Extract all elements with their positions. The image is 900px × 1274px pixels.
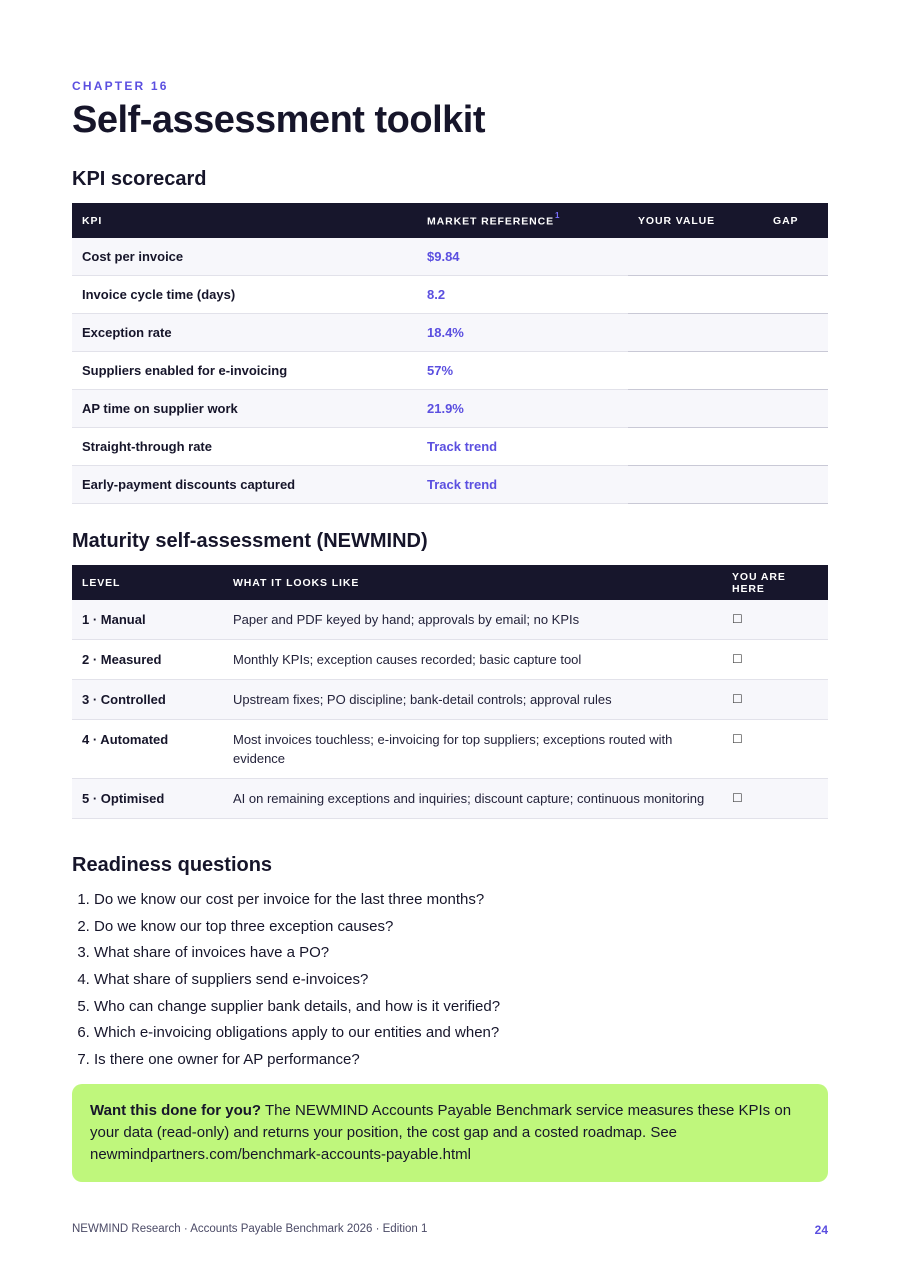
table-row bbox=[72, 352, 828, 390]
your-value-cell[interactable] bbox=[628, 276, 763, 314]
table-header-row bbox=[72, 203, 828, 238]
column-header-kpi: KPI bbox=[72, 203, 417, 238]
maturity-level: 1 · Manual bbox=[72, 600, 223, 640]
callout-body: The NEWMIND Accounts Payable Benchmark service measures these KPIs on your data (read-only) and returns your position, the cost gap and a costed roadmap. See newmindpartners.com/benchmark-accounts-payable.html bbox=[90, 1102, 792, 1163]
table-row bbox=[72, 720, 828, 779]
benchmark-callout bbox=[72, 1084, 828, 1182]
list-item: 5. Who can change supplier bank details, and how is it verified? bbox=[94, 994, 500, 1021]
market-reference-value: Track trend bbox=[417, 428, 628, 466]
column-header-you-are-here: YOU ARE HERE bbox=[722, 565, 828, 600]
market-reference-value: 8.2 bbox=[417, 276, 628, 314]
kpi-name: Exception rate bbox=[72, 314, 417, 352]
you-are-here-checkbox[interactable]: ☐ bbox=[722, 680, 828, 720]
footer-text: NEWMIND Research · Accounts Payable Benchmark 2026 · Edition 1 bbox=[72, 1223, 428, 1235]
your-value-cell[interactable] bbox=[628, 352, 763, 390]
you-are-here-checkbox[interactable]: ☐ bbox=[722, 640, 828, 680]
column-header-gap: GAP bbox=[763, 203, 828, 238]
maturity-level: 3 · Controlled bbox=[72, 680, 223, 720]
list-item: 1. Do we know our cost per invoice for the last three months? bbox=[94, 887, 500, 914]
maturity-description: Upstream fixes; PO discipline; bank-detail controls; approval rules bbox=[223, 680, 722, 720]
your-value-cell[interactable] bbox=[628, 314, 763, 352]
maturity-level: 4 · Automated bbox=[72, 720, 223, 779]
table-row bbox=[72, 680, 828, 720]
list-item: 3. What share of invoices have a PO? bbox=[94, 940, 500, 967]
table-row bbox=[72, 600, 828, 640]
column-header-label: MARKET REFERENCE bbox=[427, 215, 554, 228]
kpi-name: Suppliers enabled for e-invoicing bbox=[72, 352, 417, 390]
page-title: Self-assessment toolkit bbox=[72, 99, 485, 141]
list-item: 2. Do we know our top three exception causes? bbox=[94, 914, 500, 941]
maturity-table-body bbox=[72, 600, 828, 819]
market-reference-value: Track trend bbox=[417, 466, 628, 504]
your-value-cell[interactable] bbox=[628, 466, 763, 504]
column-header-description: WHAT IT LOOKS LIKE bbox=[223, 565, 722, 600]
page-footer bbox=[72, 1223, 828, 1235]
gap-cell[interactable] bbox=[763, 314, 828, 352]
market-reference-value: 21.9% bbox=[417, 390, 628, 428]
table-header-row bbox=[72, 565, 828, 600]
kpi-name: Early-payment discounts captured bbox=[72, 466, 417, 504]
gap-cell[interactable] bbox=[763, 466, 828, 504]
list-item: 6. Which e-invoicing obligations apply to our entities and when? bbox=[94, 1020, 500, 1047]
market-reference-value: 18.4% bbox=[417, 314, 628, 352]
kpi-name: Straight-through rate bbox=[72, 428, 417, 466]
maturity-table bbox=[72, 565, 828, 819]
your-value-cell[interactable] bbox=[628, 238, 763, 276]
table-row bbox=[72, 428, 828, 466]
kpi-name: Cost per invoice bbox=[72, 238, 417, 276]
market-reference-value: 57% bbox=[417, 352, 628, 390]
readiness-question-list bbox=[72, 887, 500, 1074]
table-row bbox=[72, 276, 828, 314]
readiness-heading: Readiness questions bbox=[72, 854, 273, 876]
maturity-description: Paper and PDF keyed by hand; approvals by email; no KPIs bbox=[223, 600, 722, 640]
table-row bbox=[72, 390, 828, 428]
chapter-label: CHAPTER 16 bbox=[72, 79, 169, 93]
page-number: 24 bbox=[814, 1223, 828, 1237]
kpi-name: AP time on supplier work bbox=[72, 390, 417, 428]
table-row bbox=[72, 779, 828, 819]
maturity-level: 5 · Optimised bbox=[72, 779, 223, 819]
maturity-description: Most invoices touchless; e-invoicing for top suppliers; exceptions routed with evidence bbox=[223, 720, 722, 779]
table-row bbox=[72, 238, 828, 276]
gap-cell[interactable] bbox=[763, 276, 828, 314]
you-are-here-checkbox[interactable]: ☐ bbox=[722, 720, 828, 779]
kpi-table-body bbox=[72, 238, 828, 504]
you-are-here-checkbox[interactable]: ☐ bbox=[722, 600, 828, 640]
column-header-your-value: YOUR VALUE bbox=[628, 203, 763, 238]
gap-cell[interactable] bbox=[763, 238, 828, 276]
your-value-cell[interactable] bbox=[628, 428, 763, 466]
maturity-description: AI on remaining exceptions and inquiries; discount capture; continuous monitoring bbox=[223, 779, 722, 819]
list-item: 7. Is there one owner for AP performance? bbox=[94, 1047, 500, 1074]
kpi-name: Invoice cycle time (days) bbox=[72, 276, 417, 314]
table-row bbox=[72, 466, 828, 504]
table-row bbox=[72, 314, 828, 352]
gap-cell[interactable] bbox=[763, 428, 828, 466]
you-are-here-checkbox[interactable]: ☐ bbox=[722, 779, 828, 819]
callout-lead: Want this done for you? bbox=[90, 1102, 262, 1119]
column-header-level: LEVEL bbox=[72, 565, 223, 600]
maturity-description: Monthly KPIs; exception causes recorded; basic capture tool bbox=[223, 640, 722, 680]
column-header-market-reference bbox=[417, 203, 628, 238]
maturity-level: 2 · Measured bbox=[72, 640, 223, 680]
kpi-scorecard-table bbox=[72, 203, 828, 504]
your-value-cell[interactable] bbox=[628, 390, 763, 428]
market-reference-value: $9.84 bbox=[417, 238, 628, 276]
kpi-scorecard-heading: KPI scorecard bbox=[72, 168, 207, 190]
maturity-heading: Maturity self-assessment (NEWMIND) bbox=[72, 530, 428, 552]
list-item: 4. What share of suppliers send e-invoices? bbox=[94, 967, 500, 994]
gap-cell[interactable] bbox=[763, 352, 828, 390]
gap-cell[interactable] bbox=[763, 390, 828, 428]
table-row bbox=[72, 640, 828, 680]
footnote-marker[interactable]: 1 bbox=[555, 211, 561, 221]
